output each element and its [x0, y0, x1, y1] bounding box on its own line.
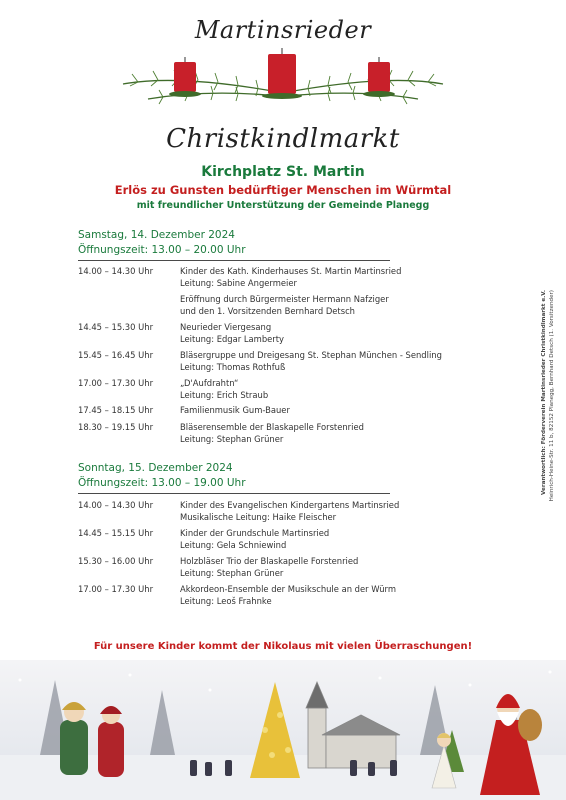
saturday-hours: Öffnungszeit: 13.00 – 20.00 Uhr	[78, 244, 246, 256]
event-leader: Leitung: Thomas Rothfuß	[180, 361, 286, 372]
event-time: 14.45 – 15.30 Uhr	[78, 322, 154, 332]
winter-village-illustration	[0, 660, 566, 800]
sunday-divider	[78, 493, 390, 494]
event-title: Kinder des Evangelischen Kindergartens Martinsried	[180, 500, 400, 510]
sunday-date: Sonntag, 15. Dezember 2024	[78, 462, 233, 474]
title-christkindlmarkt: Christkindlmarkt	[166, 124, 400, 154]
event-leader: Leitung: Edgar Lamberty	[180, 333, 284, 344]
event-time: 17.45 – 18.15 Uhr	[78, 405, 154, 415]
event-title: Kinder des Kath. Kinderhauses St. Martin Martinsried	[180, 266, 402, 276]
event-time: 17.00 – 17.30 Uhr	[78, 378, 154, 388]
event-time: 18.30 – 19.15 Uhr	[78, 422, 154, 432]
event-leader: Leitung: Stephan Grüner	[180, 567, 284, 578]
proceeds-note: Erlös zu Gunsten bedürftiger Menschen im Würmtal	[114, 183, 452, 197]
nikolaus-announcement: Für unsere Kinder kommt der Nikolaus mit vielen Überraschungen!	[93, 641, 473, 652]
event-leader: Musikalische Leitung: Haike Fleischer	[180, 511, 337, 522]
event-title: Familienmusik Gum-Bauer	[180, 405, 290, 415]
saturday-divider	[78, 260, 390, 261]
location-heading: Kirchplatz St. Martin	[201, 164, 365, 180]
event-title: Holzbläser Trio der Blaskapelle Forstenried	[180, 556, 359, 566]
event-leader: Leitung: Sabine Angermeier	[180, 277, 297, 288]
imprint-line-1: Verantwortlich: Förderverein Martinsrieder Christkindlmarkt e.V.	[541, 290, 547, 495]
event-leader: Leitung: Leoš Frahnke	[180, 595, 272, 606]
event-title: Bläsergruppe und Dreigesang St. Stephan München - Sendling	[180, 350, 442, 360]
event-title: Eröffnung durch Bürgermeister Hermann Nafziger	[180, 294, 389, 304]
event-time: 17.00 – 17.30 Uhr	[78, 584, 154, 594]
imprint-line-2: Heinrich-Heine-Str. 11 b, 82152 Planegg, Bernhard Detsch (1. Vorsitzender)	[549, 290, 555, 502]
event-title: Kinder der Grundschule Martinsried	[180, 528, 330, 538]
event-title: „D'Aufdrahtn“	[180, 378, 239, 388]
event-title: Bläserensemble der Blaskapelle Forstenried	[180, 422, 364, 432]
title-martinsrieder: Martinsrieder	[194, 16, 372, 44]
advent-candles-illustration	[118, 44, 448, 130]
event-time: 14.00 – 14.30 Uhr	[78, 266, 154, 276]
event-leader: Leitung: Erich Straub	[180, 389, 269, 400]
event-leader: und den 1. Vorsitzenden Bernhard Detsch	[180, 305, 355, 316]
event-title: Neurieder Viergesang	[180, 322, 272, 332]
saturday-date: Samstag, 14. Dezember 2024	[78, 229, 235, 241]
sunday-hours: Öffnungszeit: 13.00 – 19.00 Uhr	[78, 477, 246, 489]
imprint-vertical	[540, 290, 566, 530]
support-note: mit freundlicher Unterstützung der Gemeinde Planegg	[136, 200, 430, 211]
event-time: 15.30 – 16.00 Uhr	[78, 556, 154, 566]
event-leader: Leitung: Gela Schniewind	[180, 539, 287, 550]
event-time: 14.00 – 14.30 Uhr	[78, 500, 154, 510]
event-time: 14.45 – 15.15 Uhr	[78, 528, 154, 538]
event-time: 15.45 – 16.45 Uhr	[78, 350, 154, 360]
event-title: Akkordeon-Ensemble der Musikschule an der Würm	[180, 584, 396, 594]
event-leader: Leitung: Stephan Grüner	[180, 433, 284, 444]
